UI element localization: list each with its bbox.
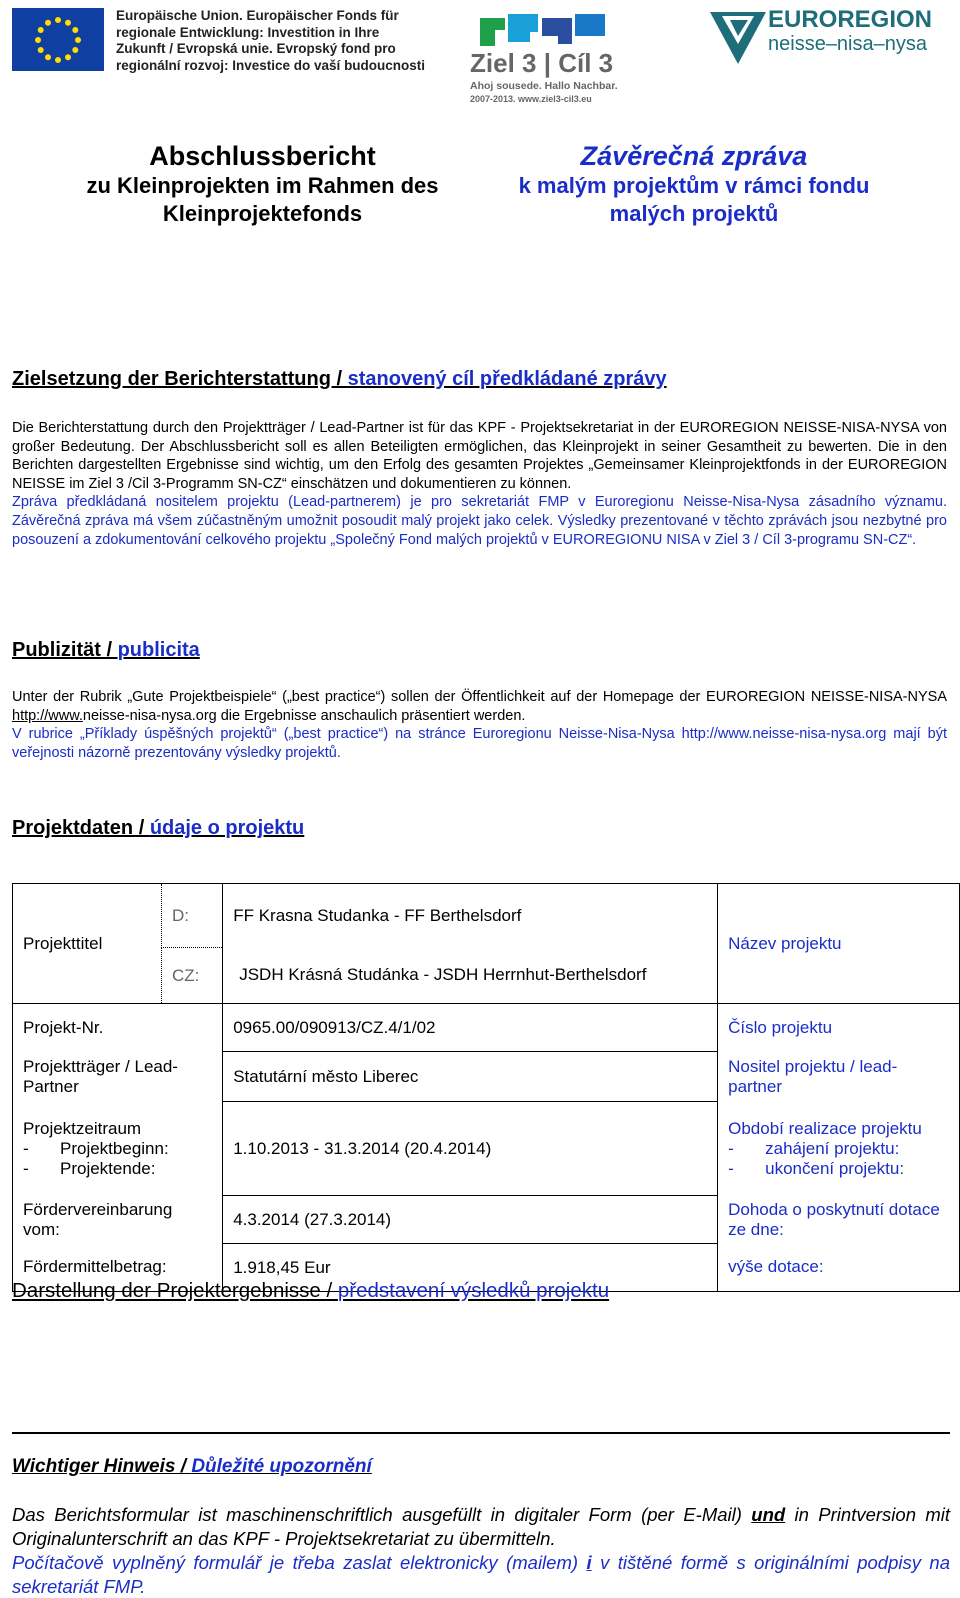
publizitaet-text-de-2: neisse-nisa-nysa.org die Ergebnisse anschaulich präsentiert werden.: [82, 707, 526, 724]
row-label-cz: Nositel projektu / lead-partner: [718, 1052, 960, 1102]
title-label-de: Projekttitel: [13, 884, 162, 1004]
project-title-d: FF Krasna Studanka - FF Berthelsdorf: [223, 884, 718, 948]
hinweis-de-1: Das Berichtsformular ist maschinenschriftlich ausgefüllt in digitaler Form (per E-Mail): [12, 1504, 752, 1525]
row-label-de: Fördermittelbetrag:: [13, 1244, 223, 1292]
ziel3-logo-url: 2007-2013. www.ziel3-cil3.eu: [470, 94, 592, 104]
title-de-sub1: zu Kleinprojekten im Rahmen des: [86, 173, 439, 198]
agreement-date: 4.3.2014 (27.3.2014): [223, 1196, 718, 1244]
title-cz-main: Závěrečná zpráva: [580, 141, 808, 171]
project-title-cz: JSDH Krásná Studánka - JSDH Herrnhut-Berthelsdorf: [223, 948, 718, 1004]
title-label-cz: Název projektu: [718, 884, 960, 1004]
project-number: 0965.00/090913/CZ.4/1/02: [223, 1004, 718, 1052]
hinweis-de-2: in Printversion mit Originalunterschrift an das KPF - Projektsekretariat zu übermitteln.: [12, 1504, 951, 1549]
period-end-wrap: - Projektende:: [23, 1158, 156, 1178]
heading-hinweis-de: Wichtiger Hinweis /: [12, 1456, 192, 1477]
title-german: [30, 140, 495, 228]
hinweis-de-und: und: [751, 1504, 786, 1525]
title-de-main: Abschlussbericht: [149, 141, 376, 171]
table-row: [13, 1052, 960, 1102]
zielsetzung-text: [12, 419, 947, 549]
euroregion-title: EUROREGION: [768, 6, 933, 33]
heading-zielsetzung: [12, 368, 667, 391]
period-start-cz: zahájení projektu:: [765, 1138, 900, 1158]
heading-publizitaet-cz: publicita: [117, 639, 200, 661]
heading-hinweis: [12, 1456, 372, 1478]
heading-projektdaten: [12, 817, 304, 840]
period-start-wrap: - Projektbeginn:: [23, 1138, 169, 1158]
table-row: [13, 1196, 960, 1244]
euroregion-subtitle: neisse–nisa–nysa: [768, 33, 927, 55]
table-row: [13, 1102, 960, 1196]
hinweis-cz-i: i: [586, 1552, 592, 1573]
eu-fund-text: Europäische Union. Europäischer Fonds für regionale Entwicklung: Investition in Ihre Zukunft / Evropská unie. Evropský fond pro regionální rozvoj: Investice do vaší budoucnosti: [116, 8, 426, 73]
project-period: 1.10.2013 - 31.3.2014 (20.4.2014): [223, 1102, 718, 1196]
zielsetzung-text-de: Die Berichterstattung durch den Projektträger / Lead-Partner ist für das KPF - Projektsekretariat in der EUROREGION NEISSE-NISA-NYSA von großer Bedeutung. Der Abschlussbericht soll es allen Beteiligten ermöglichen, das Kleinprojekt in seiner Gesamtheit zu bewerten. Die in den Berichten dargestellten Ergebnisse sind wichtig, um den Erfolg des gesamten Projektes „Gemeinsamer Kleinprojektfonds in der EUROREGION NEISSE im Ziel 3 /Cil 3-Programm SN-CZ“ einschätzen und dokumentieren zu können.: [12, 420, 947, 492]
publizitaet-text-de-1: Unter der Rubrik „Gute Projektbeispiele“ („best practice“) sollen der Öffentlichkeit auf der Homepage der EUROREGION NEISSE-NISA-NYSA: [12, 689, 947, 705]
period-end-de: Projektende:: [60, 1158, 156, 1178]
hinweis-cz-2: v tištěné formě s originálními podpisy na sekretariát FMP.: [12, 1552, 950, 1597]
heading-publizitaet: [12, 639, 200, 662]
row-label-cz: Číslo projektu: [718, 1004, 960, 1052]
grant-amount: 1.918,45 Eur: [223, 1244, 718, 1292]
title-czech: [482, 140, 906, 228]
publizitaet-text-cz: V rubrice „Příklady úspěšných projektů“ („best practice“) na stránce Euroregionu Neisse-Nisa-Nysa http://www.neisse-nisa-nysa.org mají být veřejnosti názorně prezentovány výsledky projektů.: [12, 726, 947, 761]
table-row: [13, 1004, 960, 1052]
heading-zielsetzung-cz: stanovený cíl předkládané zprávy: [347, 368, 667, 390]
row-label-cz: [718, 1102, 960, 1196]
row-label-de: Fördervereinbarung vom:: [13, 1196, 223, 1244]
heading-projektdaten-cz: údaje o projektu: [149, 817, 305, 839]
hinweis-text-cz: [12, 1551, 950, 1598]
heading-projektdaten-de: Projektdaten /: [12, 817, 150, 839]
title-cz-sub1: k malým projektům v rámci fondu: [518, 173, 870, 198]
publizitaet-text: [12, 688, 947, 762]
project-data-table: [12, 883, 960, 1292]
hinweis-text-de: [12, 1503, 950, 1550]
heading-darstellung-de: Darstellung der Projektergebnisse /: [12, 1279, 338, 1302]
ziel3-logo: [470, 8, 620, 104]
euroregion-logo: [708, 6, 958, 70]
row-label-cz: výše dotace:: [718, 1244, 960, 1292]
period-start-cz-wrap: - zahájení projektu:: [728, 1138, 900, 1158]
lead-partner: Statutární město Liberec: [223, 1052, 718, 1102]
ziel3-logo-title: Ziel 3 | Cíl 3: [470, 48, 614, 78]
lang-cz-label: CZ:: [161, 948, 222, 1004]
period-label-cz: Období realizace projektu: [728, 1118, 922, 1138]
heading-darstellung-cz: představení výsledků projektu: [337, 1279, 610, 1302]
ziel3-logo-tagline: Ahoj sousede. Hallo Nachbar.: [470, 80, 618, 92]
row-label-de: Projekt-Nr.: [13, 1004, 223, 1052]
eu-flag-logo: [12, 8, 104, 71]
period-label-de: Projektzeitraum: [23, 1118, 142, 1138]
heading-hinweis-cz: Důležité upozornění: [191, 1456, 372, 1477]
row-label-cz: Dohoda o poskytnutí dotace ze dne:: [718, 1196, 960, 1244]
table-row: [13, 884, 960, 948]
title-cz-sub2: malých projektů: [609, 201, 779, 226]
lang-d-label: D:: [161, 884, 222, 948]
heading-publizitaet-de: Publizität /: [12, 639, 118, 661]
period-end-cz: ukončení projektu:: [765, 1158, 905, 1178]
row-label-de: [13, 1102, 223, 1196]
heading-zielsetzung-de: Zielsetzung der Berichterstattung /: [12, 368, 348, 390]
hinweis-cz-1: Počítačově vyplněný formulář je třeba zaslat elektronicky (mailem): [12, 1552, 587, 1573]
row-label-de: Projektträger / Lead-Partner: [13, 1052, 223, 1102]
zielsetzung-text-cz: Zpráva předkládaná nositelem projektu (Lead-partnerem) je pro sekretariát FMP v Euroregionu Neisse-Nisa-Nysa zásadního významu. Závěrečná zpráva má všem zúčastněným umožnit posoudit malý projekt jako celek. Výsledky prezentované v těchto zprávách jsou nezbytné pro posouzení a zdokumentování celkového projektu „Společný Fond malých projektů v EUROREGIONU NISA v Ziel 3 / Cíl 3-programu SN-CZ“.: [12, 494, 947, 548]
heading-darstellung: [12, 1279, 609, 1303]
homepage-link[interactable]: http://www.: [12, 707, 83, 724]
period-start-de: Projektbeginn:: [60, 1138, 169, 1158]
divider-line: [12, 1432, 950, 1434]
title-de-sub2: Kleinprojektefonds: [162, 201, 363, 226]
period-end-cz-wrap: - ukončení projektu:: [728, 1158, 905, 1178]
